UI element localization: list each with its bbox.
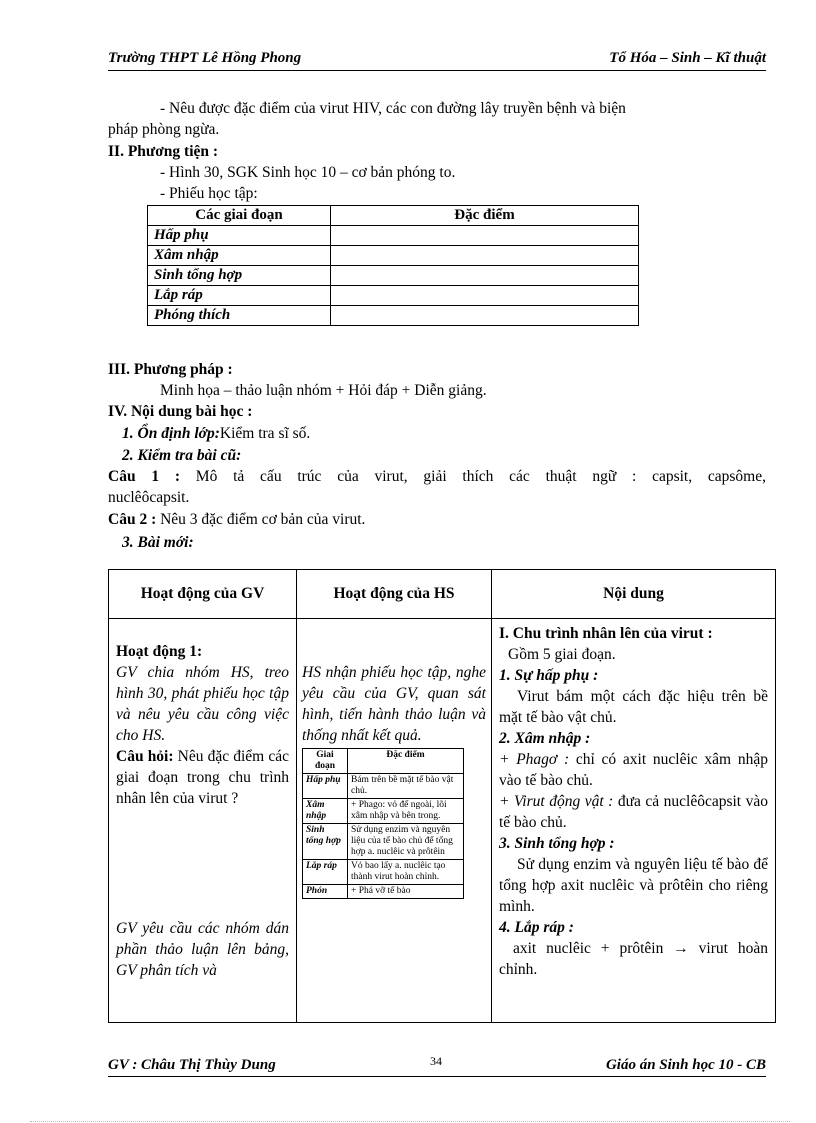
worksheet-row: [148, 306, 639, 326]
question-2: [108, 510, 365, 530]
content-para-2b-label: + Virut động vật :: [499, 793, 614, 810]
worksheet-cell: [331, 266, 639, 286]
gv-question-label: Câu hỏi:: [116, 748, 174, 765]
step-1-text: Kiểm tra sĩ số.: [219, 425, 311, 442]
step-2-label: 2. Kiểm tra bài cũ:: [122, 447, 242, 464]
content-heading-2: 2. Xâm nhập :: [499, 730, 591, 747]
mini-desc: Sử dụng enzim và nguyên liệu của tế bào chủ để tổng hợp a. nuclêic và prôtêin: [348, 824, 464, 860]
mini-row: [303, 885, 464, 899]
worksheet-stage: Phóng thích: [148, 306, 331, 326]
mini-stage: Phón: [303, 885, 348, 899]
worksheet-cell: [331, 226, 639, 246]
content-para-2a-label: + Phagơ :: [499, 751, 570, 768]
worksheet-stage: Xâm nhập: [148, 246, 331, 266]
worksheet-cell: [331, 286, 639, 306]
gv-question: [116, 746, 289, 809]
section-3-text: Minh họa – thảo luận nhóm + Hỏi đáp + Diễn giảng.: [160, 382, 487, 399]
question-2-text: Nêu 3 đặc điểm cơ bản của virut.: [160, 511, 366, 528]
hs-result-table: [302, 748, 464, 899]
worksheet-stage: Hấp phụ: [148, 226, 331, 246]
question-1-label: Câu 1 :: [108, 468, 181, 485]
mini-desc: + Phá vỡ tế bào: [348, 885, 464, 899]
header-rule: [108, 70, 766, 71]
question-1: [108, 467, 766, 487]
step-1-label: 1. Ổn định lớp:: [122, 425, 220, 442]
mini-row: [303, 774, 464, 799]
hs-cell: [297, 619, 492, 1023]
gv-question-text: Nêu đặc điểm các giai đoạn trong chu trình nhân lên của virut ?: [116, 748, 289, 807]
worksheet-cell: [331, 246, 639, 266]
content-para-2a: [499, 749, 768, 791]
content-para-2b-text: đưa cả nuclêôcapsit vào tế bào chủ.: [499, 793, 768, 831]
gv-end-text: GV yêu cầu các nhóm dán phần thảo luận lên bảng, GV phân tích và: [116, 920, 289, 979]
mini-desc: + Phago: vỏ để ngoài, lõi xâm nhập và bên trong.: [348, 799, 464, 824]
intro-line-2: pháp phòng ngừa.: [108, 121, 220, 138]
mini-row: [303, 824, 464, 860]
mini-desc: Bám trên bề mặt tế bào vật chủ.: [348, 774, 464, 799]
content-para-1: Virut bám một cách đặc hiệu trên bề mặt tế bào vật chủ.: [499, 688, 768, 726]
content-heading-3: 3. Sinh tổng hợp :: [499, 835, 615, 852]
mini-header-stage: Giai đoạn: [303, 749, 348, 774]
footer-page-number: 34: [430, 1054, 442, 1068]
worksheet-row: [148, 246, 639, 266]
step-1: [122, 424, 310, 444]
content-para-3: Sử dụng enzim và nguyên liệu tế bào để tổng hợp axit nuclêic và prôtêin cho riêng mình.: [499, 856, 768, 915]
mini-stage: Hấp phụ: [303, 774, 348, 799]
header-school: Trường THPT Lê Hồng Phong: [108, 50, 302, 66]
content-cell: [492, 619, 776, 1023]
section-2-title: II. Phương tiện :: [108, 143, 219, 160]
content-intro: Gồm 5 giai đoạn.: [508, 646, 616, 663]
question-1-cont: nuclêôcapsit.: [108, 489, 190, 506]
footer-teacher: GV : Châu Thị Thùy Dung: [108, 1057, 276, 1073]
question-1-text: Mô tả cấu trúc của virut, giải thích các thuật ngữ : capsit, capsôme,: [195, 468, 766, 485]
worksheet-cell: [331, 306, 639, 326]
section-4-title: IV. Nội dung bài học :: [108, 403, 253, 420]
question-2-label: Câu 2 :: [108, 511, 157, 528]
worksheet-table: [147, 205, 639, 326]
mini-row: [303, 799, 464, 824]
worksheet-row: [148, 226, 639, 246]
step-3-label: 3. Bài mới:: [122, 534, 194, 551]
mini-header-feature: Đặc điểm: [348, 749, 464, 774]
footer-rule: [108, 1076, 766, 1077]
mini-stage: Sinh tổng hợp: [303, 824, 348, 860]
page-edge: [30, 1121, 790, 1122]
mini-stage: Lắp ráp: [303, 860, 348, 885]
content-title: I. Chu trình nhân lên của virut :: [499, 625, 713, 642]
activity-title: Hoạt động 1:: [116, 643, 203, 660]
worksheet-header-stage: Các giai đoạn: [148, 206, 331, 226]
worksheet-row: [148, 286, 639, 306]
section-2-item-1: - Hình 30, SGK Sinh học 10 – cơ bản phóng to.: [160, 164, 456, 181]
column-header-hs: Hoạt động của HS: [297, 570, 492, 619]
content-heading-1: 1. Sự hấp phụ :: [499, 667, 599, 684]
activity-text: GV chia nhóm HS, treo hình 30, phát phiếu học tập và nêu yêu cầu công việc cho HS.: [116, 664, 289, 744]
worksheet-stage: Lắp ráp: [148, 286, 331, 306]
column-header-gv: Hoạt động của GV: [109, 570, 297, 619]
intro-line-1: - Nêu được đặc điểm của virut HIV, các con đường lây truyền bệnh và biện: [160, 100, 626, 117]
content-para-2a-text: chỉ có axit nuclêic xâm nhập vào tế bào chủ.: [499, 751, 768, 789]
worksheet-row: [148, 266, 639, 286]
mini-stage: Xâm nhập: [303, 799, 348, 824]
column-header-content: Nội dung: [492, 570, 776, 619]
header-department: Tổ Hóa – Sinh – Kĩ thuật: [609, 50, 766, 66]
content-heading-4: 4. Lắp ráp :: [499, 919, 574, 936]
footer-title: Giáo án Sinh học 10 - CB: [605, 1057, 766, 1073]
mini-row: [303, 860, 464, 885]
section-2-item-2: - Phiếu học tập:: [160, 185, 258, 202]
section-3-title: III. Phương pháp :: [108, 361, 233, 378]
mini-desc: Vỏ bao lấy a. nuclêic tạo thành virut hoàn chỉnh.: [348, 860, 464, 885]
hs-text: HS nhận phiếu học tập, nghe yêu cầu của GV, quan sát hình, tiến hành thảo luận và thống nhất kết quả.: [302, 664, 486, 744]
worksheet-header-feature: Đặc điểm: [331, 206, 639, 226]
worksheet-stage: Sinh tổng hợp: [148, 266, 331, 286]
content-para-2b: [499, 791, 768, 833]
gv-cell: [109, 619, 297, 1023]
content-para-4: axit nuclêic + prôtêin → virut hoàn chỉnh.: [499, 940, 768, 978]
lesson-table: [108, 569, 776, 1023]
